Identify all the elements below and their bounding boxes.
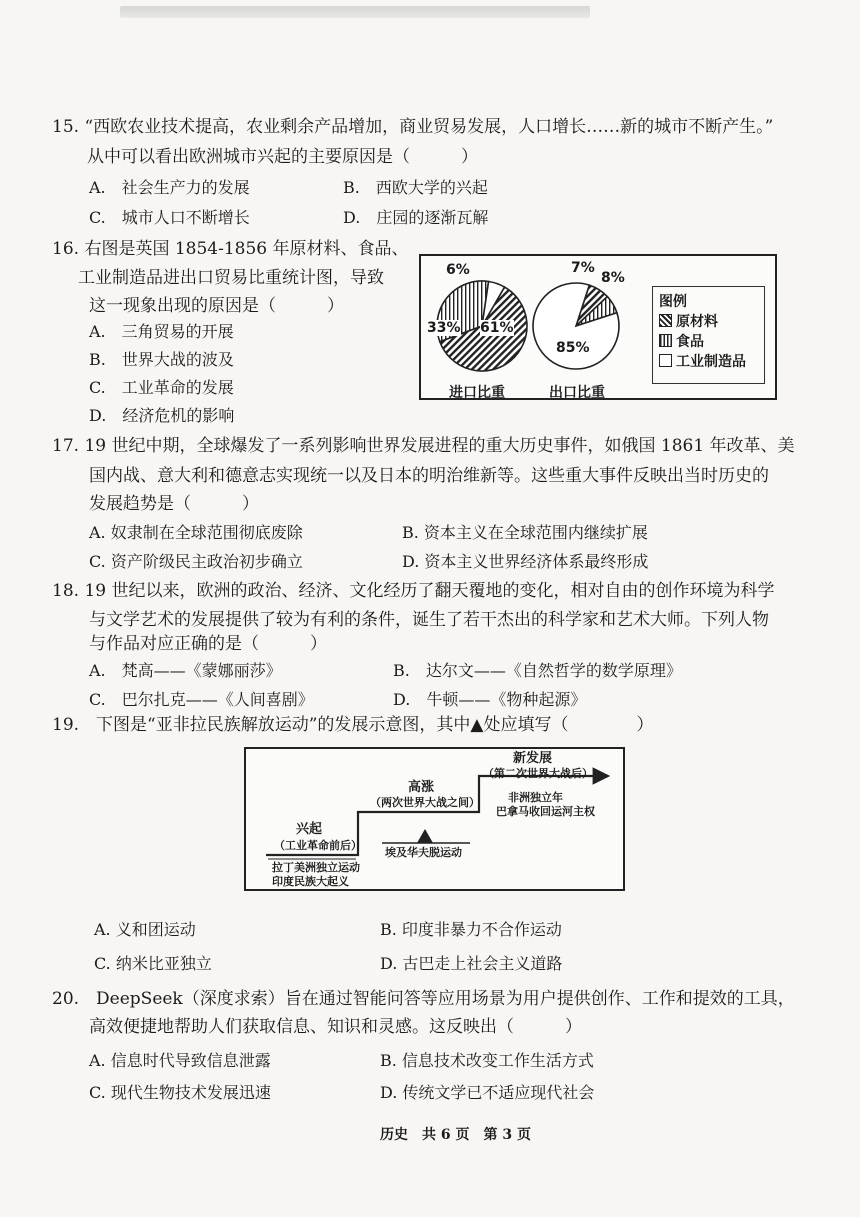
q16-option-b[interactable]: B. 世界大战的波及: [89, 350, 234, 369]
q18-option-b[interactable]: B. 达尔文——《自然哲学的数学原理》: [393, 661, 682, 680]
stage2-event: 埃及华夫脱运动: [385, 846, 462, 859]
legend-label-industrial: 工业制造品: [676, 354, 746, 370]
stage3-title: 新发展: [513, 751, 553, 766]
page-footer: 历史 共 6 页 第 3 页: [380, 1127, 531, 1143]
national-liberation-diagram: [244, 747, 625, 891]
food-swatch: [659, 334, 672, 347]
q17-option-d[interactable]: D. 资本主义世界经济体系最终形成: [402, 552, 649, 571]
q15-option-b[interactable]: B. 西欧大学的兴起: [343, 178, 488, 197]
q15-stem-line1: 15. “西欧农业技术提高，农业剩余产品增加，商业贸易发展，人口增长……新的城市不断产生。”: [52, 117, 774, 137]
q20-stem-line2: 高效便捷地帮助人们获取信息、知识和灵感。这反映出（ ）: [89, 1017, 582, 1037]
q16-option-c[interactable]: C. 工业革命的发展: [89, 378, 234, 397]
stage2-subtitle: （两次世界大战之间）: [370, 796, 480, 809]
stage1-title: 兴起: [296, 822, 323, 837]
q17-stem-line3: 发展趋势是（ ）: [89, 494, 259, 514]
q17-option-c[interactable]: C. 资产阶级民主政治初步确立: [89, 552, 303, 571]
legend-item-raw: [659, 312, 758, 332]
q15-stem-line2: 从中可以看出欧洲城市兴起的主要原因是（ ）: [87, 147, 478, 167]
q17-option-b[interactable]: B. 资本主义在全球范围内继续扩展: [402, 523, 648, 542]
cropped-header-line: [120, 6, 590, 18]
q18-option-c[interactable]: C. 巴尔扎克——《人间喜剧》: [89, 690, 314, 709]
q16-stem-line1: 16. 右图是英国 1854-1856 年原材料、食品、: [52, 239, 409, 259]
q20-option-d[interactable]: D. 传统文学已不适应现代社会: [380, 1083, 595, 1102]
legend-label-raw: 原材料: [676, 314, 718, 330]
q18-stem-line3: 与作品对应正确的是（ ）: [89, 634, 327, 654]
legend-label-food: 食品: [676, 334, 704, 350]
import-pie-title: 进口比重: [449, 385, 505, 401]
export-raw-label: 8%: [601, 270, 625, 286]
import-food-label: 33%: [427, 320, 461, 336]
q15-option-c[interactable]: C. 城市人口不断增长: [89, 208, 250, 227]
stage3-subtitle: （第二次世界大战后）: [483, 767, 593, 780]
stage2-title: 高涨: [408, 780, 435, 795]
export-food-label: 7%: [571, 260, 595, 276]
stage3-event2: 巴拿马收回运河主权: [496, 805, 595, 818]
q19-stem-line1: 19. 下图是“亚非拉民族解放运动”的发展示意图，其中▲处应填写（ ）: [52, 715, 654, 735]
raw-material-swatch: [659, 314, 672, 327]
q18-stem-line1: 18. 19 世纪以来，欧洲的政治、经济、文化经历了翻天覆地的变化，相对自由的创作环境为科学: [52, 581, 775, 601]
export-pie: [533, 283, 619, 369]
q16-stem-line2: 工业制造品进出口贸易比重统计图，导致: [78, 268, 384, 288]
export-industrial-label: 85%: [556, 340, 590, 356]
q20-option-b[interactable]: B. 信息技术改变工作生活方式: [380, 1051, 594, 1070]
stage1-subtitle: （工业革命前后）: [274, 839, 362, 852]
q17-stem-line2: 国内战、意大利和德意志实现统一以及日本的明治维新等。这些重大事件反映出当时历史的: [89, 466, 769, 486]
q16-stem-line3: 这一现象出现的原因是（ ）: [89, 296, 344, 316]
legend-item-industrial: [659, 352, 758, 372]
stage3-event1: 非洲独立年: [508, 791, 563, 804]
stage1-event1: 拉丁美洲独立运动: [272, 861, 360, 874]
q18-option-d[interactable]: D. 牛顿——《物种起源》: [393, 690, 587, 709]
chart-legend: [652, 286, 765, 384]
q19-option-d[interactable]: D. 古巴走上社会主义道路: [380, 954, 563, 973]
import-industrial-label: 6%: [446, 262, 470, 278]
q15-option-a[interactable]: A. 社会生产力的发展: [89, 178, 250, 197]
q17-option-a[interactable]: A. 奴隶制在全球范围彻底废除: [89, 523, 303, 542]
q17-stem-line1: 17. 19 世纪中期，全球爆发了一系列影响世界发展进程的重大历史事件，如俄国 1861 年改革、美: [52, 436, 795, 456]
q19-option-c[interactable]: C. 纳米比亚独立: [94, 954, 212, 973]
q20-option-a[interactable]: A. 信息时代导致信息泄露: [89, 1051, 271, 1070]
q18-stem-line2: 与文学艺术的发展提供了较为有利的条件，诞生了若干杰出的科学家和艺术大师。下列人物: [89, 610, 769, 630]
q19-option-a[interactable]: A. 义和团运动: [94, 920, 196, 939]
q19-option-b[interactable]: B. 印度非暴力不合作运动: [380, 920, 562, 939]
stage1-event2: 印度民族大起义: [272, 875, 349, 888]
q15-option-d[interactable]: D. 庄园的逐渐瓦解: [343, 208, 489, 227]
q20-option-c[interactable]: C. 现代生物技术发展迅速: [89, 1083, 271, 1102]
q20-stem-line1: 20. DeepSeek（深度求索）旨在通过智能问答等应用场景为用户提供创作、工作和提效的工具，: [52, 989, 795, 1009]
q18-option-a[interactable]: A. 梵高——《蒙娜丽莎》: [89, 661, 282, 680]
blank-triangle-marker: [417, 829, 433, 843]
q16-option-d[interactable]: D. 经济危机的影响: [89, 406, 235, 425]
export-pie-title: 出口比重: [549, 385, 605, 401]
legend-item-food: [659, 332, 758, 352]
q16-option-a[interactable]: A. 三角贸易的开展: [89, 322, 234, 341]
import-raw-label: 61%: [480, 320, 514, 336]
industrial-swatch: [659, 354, 672, 367]
legend-title: 图例: [659, 294, 687, 310]
trade-pie-chart: [419, 254, 777, 400]
